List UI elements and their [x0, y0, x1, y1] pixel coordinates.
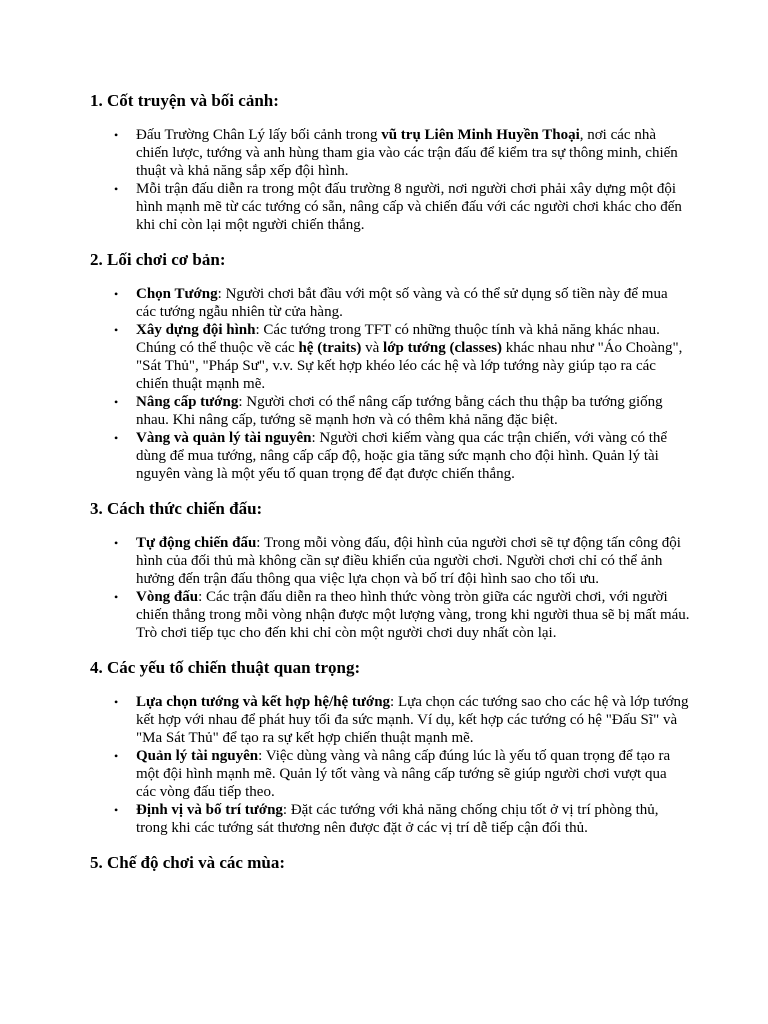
section-heading: 5. Chế độ chơi và các mùa: [90, 853, 285, 872]
item-text [136, 802, 659, 836]
bullet-icon: • [114, 590, 119, 604]
text-run: : Lựa chọn các tướng sao cho các hệ và lớp tướng kết hợp với nhau để phát huy tối đa sức mạnh. Ví dụ, kết hợp các tướng có hệ "Đấu Sĩ" và "Ma Sát Thủ" để tạo ra sự kết hợp chiến thuật mạnh mẽ. [136, 694, 689, 746]
section-heading: 4. Các yếu tố chiến thuật quan trọng: [90, 658, 361, 677]
list-item [90, 126, 690, 180]
bullet-icon: • [114, 803, 119, 817]
section-modes-seasons [90, 852, 690, 874]
item-text [136, 127, 678, 179]
text-run: : Đặt các tướng với khả năng chống chịu tốt ở vị trí phòng thủ, trong khi các tướng sát thương nên được đặt ở các vị trí dễ tiếp cận đối thủ. [136, 802, 659, 836]
text-run: : Các trận đấu diễn ra theo hình thức vòng tròn giữa các người chơi, với người chiến thắng trong mỗi vòng nhận được một lượng vàng, trong khi người thua sẽ bị mất máu. Trò chơi tiếp tục cho đến khi chỉ còn một người chơi duy nhất còn lại. [136, 589, 690, 641]
section-basic-gameplay [90, 249, 690, 483]
list-item [90, 747, 690, 801]
bold-run: lớp tướng (classes) [383, 340, 502, 356]
text-run: : Người chơi bắt đầu với một số vàng và có thể sử dụng số tiền này để mua các tướng ngẫu nhiên từ cửa hàng. [136, 286, 668, 320]
list-item [90, 393, 690, 429]
text-run: Mỗi trận đấu diễn ra trong một đấu trường 8 người, nơi người chơi phải xây dựng một đội hình mạnh mẽ từ các tướng có sẵn, nâng cấp và chiến đấu với các người chơi khác cho đến khi chỉ còn lại một người chiến thắng. [136, 181, 682, 233]
bullet-list [90, 693, 690, 837]
list-item [90, 588, 690, 642]
text-run: : Người chơi có thể nâng cấp tướng bằng cách thu thập ba tướng giống nhau. Khi nâng cấp, tướng sẽ mạnh hơn và có thêm khả năng đặc biệt. [136, 394, 663, 428]
item-text [136, 430, 667, 482]
section-combat [90, 498, 690, 642]
bold-run: vũ trụ Liên Minh Huyền Thoại [381, 127, 580, 143]
bold-run: hệ (traits) [298, 340, 362, 356]
bullet-icon: • [114, 182, 119, 196]
text-run: Đấu Trường Chân Lý lấy bối cảnh trong [136, 127, 382, 143]
bullet-icon: • [114, 749, 119, 763]
bold-run: Quản lý tài nguyên [136, 748, 259, 764]
item-text [136, 589, 690, 641]
section-heading: 2. Lối chơi cơ bản: [90, 250, 226, 269]
text-run: : Việc dùng vàng và nâng cấp đúng lúc là yếu tố quan trọng để tạo ra một đội hình mạnh mẽ. Quản lý tốt vàng và nâng cấp tướng sẽ giúp người chơi vượt qua các vòng đấu tiếp theo. [136, 748, 671, 800]
bold-run: Định vị và bố trí tướng [136, 802, 283, 818]
text-run: khác nhau như "Áo Choàng", "Sát Thủ", "Pháp Sư", v.v. Sự kết hợp khéo léo các hệ và lớp tướng này giúp tạo ra các chiến thuật mạnh mẽ. [136, 340, 683, 392]
item-text [136, 181, 682, 233]
text-run: : Trong mỗi vòng đấu, đội hình của người chơi sẽ tự động tấn công đội hình của đối thủ mà không cần sự điều khiển của người chơi. Người chơi chỉ có thể ảnh hưởng đến trận đấu thông qua việc lựa chọn và bố trí đội hình sao cho tối ưu. [136, 535, 681, 587]
bold-run: Xây dựng đội hình [136, 322, 256, 338]
section-heading: 3. Cách thức chiến đấu: [90, 499, 263, 518]
text-run: , nơi các nhà chiến lược, tướng và anh hùng tham gia vào các trận đấu để kiểm tra sự thông minh, chiến thuật và khả năng sắp xếp đội hình. [136, 127, 678, 179]
bullet-icon: • [114, 431, 119, 445]
text-run: và [361, 340, 384, 356]
list-item [90, 180, 690, 234]
bullet-icon: • [114, 323, 119, 337]
list-item [90, 429, 690, 483]
list-item [90, 321, 690, 393]
item-text [136, 694, 689, 746]
bold-run: Tự động chiến đấu [136, 535, 257, 551]
list-item [90, 801, 690, 837]
section-heading: 1. Cốt truyện và bối cảnh: [90, 91, 279, 110]
item-text [136, 535, 681, 587]
section-story [90, 90, 690, 234]
text-run: : Người chơi kiếm vàng qua các trận chiến, với vàng có thể dùng để mua tướng, nâng cấp cấp độ, hoặc gia tăng sức mạnh cho đội hình. Quản lý tài nguyên vàng là một yếu tố quan trọng để đạt được chiến thắng. [136, 430, 668, 482]
bullet-list [90, 126, 690, 234]
bold-run: Vàng và quản lý tài nguyên [136, 430, 312, 446]
list-item [90, 285, 690, 321]
bullet-icon: • [114, 695, 119, 709]
bullet-list [90, 534, 690, 642]
list-item [90, 534, 690, 588]
bold-run: Nâng cấp tướng [136, 394, 239, 410]
list-item [90, 693, 690, 747]
bullet-icon: • [114, 287, 119, 301]
bullet-icon: • [114, 395, 119, 409]
document-page [90, 90, 690, 888]
item-text [136, 394, 663, 428]
item-text [136, 748, 670, 800]
bullet-icon: • [114, 536, 119, 550]
bullet-list [90, 285, 690, 483]
bullet-icon: • [114, 128, 119, 142]
section-tactics [90, 657, 690, 837]
item-text [136, 286, 668, 320]
bold-run: Vòng đấu [136, 589, 199, 605]
bold-run: Chọn Tướng [136, 286, 218, 302]
bold-run: Lựa chọn tướng và kết hợp hệ/hệ tướng [136, 694, 391, 710]
text-run: : Các tướng trong TFT có những thuộc tính và khả năng khác nhau. Chúng có thể thuộc về các [136, 322, 660, 356]
item-text [136, 322, 682, 392]
